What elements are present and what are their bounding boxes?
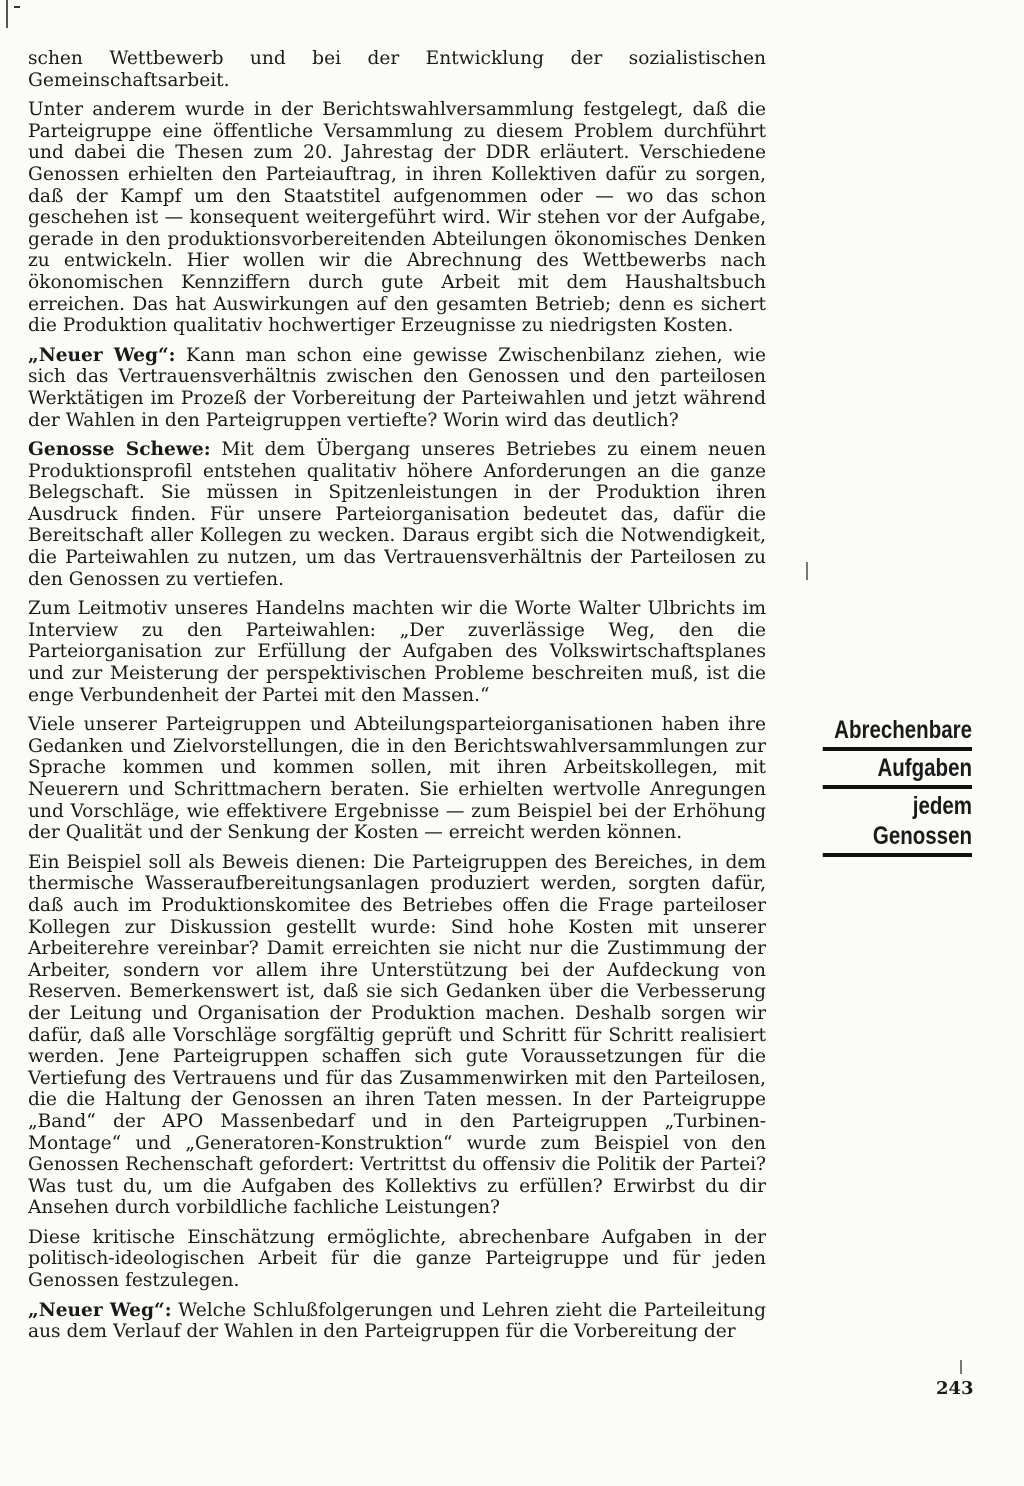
text-column — [28, 48, 766, 1351]
paragraph: „Neuer Weg“: Kann man schon eine gewisse Zwischenbilanz ziehen, wie sich das Vertrauensverhältnis zwischen den Genossen und den parteilosen Werktätigen im Prozeß der Vorbereitung der Parteiwahlen und jetzt während der Wahlen in den Parteigruppen vertiefte? Worin wird das deutlich? — [28, 344, 766, 431]
page-corner-mark — [6, 0, 28, 28]
page-number: 243 — [936, 1378, 974, 1399]
paragraph: Viele unserer Parteigruppen und Abteilungsparteiorganisationen haben ihre Gedanken und Zielvorstellungen, die in den Berichtswahlversammlungen zur Sprache kommen und kommen sollen, mit ihren Arbeitskollegen, mit Neuerern und Schrittmachern beraten. Sie erhielten wertvolle Anregungen und Vorschläge, wie effektivere Ergebnisse — zum Beispiel bei der Erhöhung der Qualität und der Senkung der Kosten — erreicht werden können. — [28, 714, 766, 844]
paragraph: Genosse Schewe: Mit dem Übergang unseres Betriebes zu einem neuen Produktionsprofil entstehen qualitativ höhere Anforderungen an die ganze Belegschaft. Sie müssen in Spitzenleistungen in der Produktion ihren Ausdruck finden. Für unsere Parteiorganisation bedeutet das, dafür die Bereitschaft aller Kollegen zu wecken. Daraus ergibt sich die Notwendigkeit, die Parteiwahlen zu nutzen, um das Vertrauensverhältnis der Parteilosen zu den Genossen zu vertiefen. — [28, 439, 766, 590]
paragraph: „Neuer Weg“: Welche Schlußfolgerungen und Lehren zieht die Parteileitung aus dem Verlauf der Wahlen in den Parteigruppen für die Vorbereitung der — [28, 1299, 766, 1343]
speaker-label: „Neuer Weg“: — [28, 1299, 172, 1321]
speaker-label: Genosse Schewe: — [28, 439, 211, 461]
paragraph: Unter anderem wurde in der Berichtswahlversammlung festgelegt, daß die Parteigruppe eine öffentliche Versammlung zu diesem Problem durchführt und dabei die Thesen zum 20. Jahrestag der DDR erläutert. Verschiedene Genossen erhielten den Parteiauftrag, in ihren Kollektiven dafür zu sorgen, daß der Kampf um den Staatstitel aufgenommen oder — wo das schon geschehen ist — konsequent weitergeführt wird. Wir stehen vor der Aufgabe, gerade in den produktionsvorbereitenden Abteilungen ökonomisches Denken zu entwickeln. Hier wollen wir die Abrechnung des Wettbewerbs nach ökonomischen Kennziffern durch gute Arbeit mit dem Haushaltsbuch erreichen. Das hat Auswirkungen auf den gesamten Betrieb; denn es sichert die Produktion qualitativ hochwertiger Erzeugnisse zu niedrigsten Kosten. — [28, 99, 766, 337]
margin-tick — [960, 1360, 962, 1374]
margin-tick — [806, 562, 808, 580]
margin-heading-line: jedem Genossen — [823, 791, 972, 857]
margin-heading — [823, 715, 972, 859]
paragraph: schen Wettbewerb und bei der Entwicklung der sozialistischen Gemeinschaftsarbeit. — [28, 48, 766, 91]
margin-heading-line: Abrechenbare — [823, 715, 972, 751]
margin-heading-line: Aufgaben — [823, 753, 972, 789]
paragraph: Ein Beispiel soll als Beweis dienen: Die Parteigruppen des Bereiches, in dem thermische Wasseraufbereitungsanlagen produziert werden, sorgten dafür, daß auch im Produktionskomitee des Betriebes offen die Frage parteiloser Kollegen zur Diskussion gestellt wurde: Sind hohe Kosten mit unserer Arbeiterehre vereinbar? Damit erreichten sie nicht nur die Zustimmung der Arbeiter, sondern vor allem ihre Unterstützung bei der Aufdeckung von Reserven. Bemerkenswert ist, daß sie sich Gedanken über die Verbesserung der Leitung und Organisation der Produktion machen. Deshalb sorgen wir dafür, daß alle Vorschläge sorgfältig geprüft und Schritt für Schritt realisiert werden. Jene Parteigruppen schaffen sich gute Voraussetzungen für die Vertiefung des Vertrauens und für das Zusammenwirken mit den Parteilosen, die die Haltung der Genossen an ihren Taten messen. In der Parteigruppe „Band“ der APO Massenbedarf und in den Parteigruppen „Turbinen-Montage“ und „Generatoren-Konstruktion“ wurde zum Beispiel von den Genossen Rechenschaft gefordert: Vertrittst du offensiv die Politik der Partei? Was tust du, um die Aufgaben des Kollektivs zu erfüllen? Erwirbst du dir Ansehen durch vorbildliche fachliche Leistungen? — [28, 851, 766, 1219]
paragraph: Diese kritische Einschätzung ermöglichte, abrechenbare Aufgaben in der politisch-ideologischen Arbeit für die ganze Parteigruppe und für jeden Genossen festzulegen. — [28, 1226, 766, 1292]
speaker-label: „Neuer Weg“: — [28, 344, 176, 366]
paragraph: Zum Leitmotiv unseres Handelns machten wir die Worte Walter Ulbrichts im Interview zu den Parteiwahlen: „Der zuverlässige Weg, den die Parteiorganisation zur Erfüllung der Aufgaben des Volkswirtschaftsplanes und zur Meisterung der perspektivischen Probleme beschreiten muß, ist die enge Verbundenheit der Partei mit den Massen.“ — [28, 598, 766, 706]
